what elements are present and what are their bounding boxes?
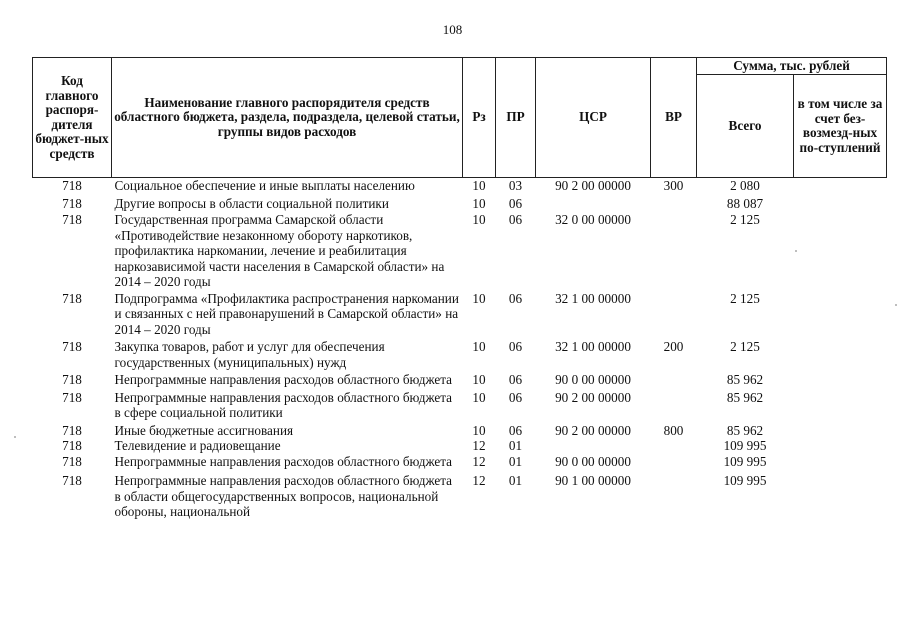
- cell-code: 718: [62, 372, 82, 387]
- budget-table: [32, 57, 887, 520]
- cell-pr: 03: [508, 178, 523, 193]
- cell-name: Подпрограмма «Профилактика распространения наркомании и связанных с ней правонарушений в Самарской области» на 2014 – 2020 годы: [114, 290, 459, 337]
- cell-total: 85 962: [726, 389, 764, 405]
- table-row: [33, 370, 887, 388]
- cell-csr: [536, 194, 651, 212]
- cell-rz: 10: [472, 339, 486, 354]
- cell-code: 718: [62, 212, 82, 227]
- cell-pr: 06: [508, 195, 523, 211]
- cell-name: Непрограммные направления расходов областного бюджета: [114, 453, 453, 469]
- cell-csr: 90 0 00 00000: [555, 453, 631, 469]
- header-total: Всего: [697, 75, 794, 178]
- table-row: [33, 211, 887, 290]
- cell-csr: 90 2 00 00000: [555, 422, 631, 438]
- table-row: [33, 438, 887, 454]
- cell-name: Социальное обеспечение и иные выплаты населению: [114, 178, 415, 193]
- cell-code: 718: [62, 422, 82, 438]
- header-code: Код главного распоря-дителя бюджет-ных средств: [33, 58, 112, 178]
- cell-pr: 06: [508, 389, 523, 405]
- table-row: [33, 178, 887, 194]
- scan-speck: [895, 304, 897, 306]
- table-row: [33, 421, 887, 439]
- cell-vr: [651, 194, 697, 212]
- cell-incl: [794, 454, 887, 470]
- cell-pr: 01: [508, 453, 523, 469]
- cell-vr: 800: [663, 422, 684, 438]
- cell-csr: [536, 438, 651, 454]
- cell-name: Другие вопросы в области социальной политики: [114, 195, 389, 211]
- cell-total: 2 125: [730, 339, 760, 354]
- cell-incl: [794, 388, 887, 421]
- cell-rz: 12: [472, 438, 486, 453]
- cell-incl: [794, 421, 887, 439]
- header-pr: ПР: [496, 58, 536, 178]
- cell-name: Непрограммные направления расходов областного бюджета в области общегосударственных вопросов, национальной обороны, национальной: [114, 473, 453, 519]
- cell-csr: 90 2 00 00000: [555, 178, 631, 193]
- cell-rz: 12: [472, 453, 486, 469]
- cell-vr: [651, 438, 697, 454]
- cell-name: Иные бюджетные ассигнования: [114, 422, 294, 438]
- cell-code: 718: [62, 438, 82, 453]
- cell-csr: 90 0 00 00000: [555, 372, 631, 387]
- cell-csr: 32 1 00 00000: [555, 339, 631, 354]
- cell-vr: [651, 469, 697, 520]
- cell-total: 2 125: [730, 212, 760, 227]
- cell-pr: 06: [508, 290, 523, 306]
- cell-incl: [794, 469, 887, 520]
- cell-incl: [794, 194, 887, 212]
- cell-name: Закупка товаров, работ и услуг для обеспечения государственных (муниципальных) нужд: [114, 339, 385, 370]
- cell-rz: 10: [472, 389, 486, 405]
- cell-total: 85 962: [726, 422, 764, 438]
- cell-rz: 10: [472, 290, 486, 306]
- cell-incl: [794, 337, 887, 370]
- cell-total: 109 995: [723, 453, 767, 469]
- cell-pr: 01: [508, 438, 523, 453]
- cell-incl: [794, 178, 887, 194]
- cell-vr: [651, 388, 697, 421]
- scan-speck: [795, 250, 797, 252]
- cell-pr: 06: [508, 372, 523, 387]
- page-number: 108: [442, 22, 463, 37]
- cell-code: 718: [62, 178, 82, 193]
- scan-speck: [14, 436, 16, 438]
- header-csr: ЦСР: [536, 58, 651, 178]
- cell-pr: 06: [508, 422, 523, 438]
- cell-rz: 10: [472, 422, 486, 438]
- cell-total: 2 080: [730, 178, 760, 193]
- cell-name: Государственная программа Самарской области «Противодействие незаконному обороту наркотиков, профилактика наркомании, лечение и реабилитация наркозависимой части населения в Самарской области» на 2014 – 2020 годы: [114, 212, 445, 289]
- table-body: [33, 178, 887, 520]
- cell-total: 109 995: [723, 473, 767, 488]
- cell-vr: [651, 211, 697, 290]
- header-name: Наименование главного распорядителя средств областного бюджета, раздела, подраздела, целевой статьи, группы видов расходов: [112, 58, 463, 178]
- cell-code: 718: [62, 473, 82, 488]
- header-rz: Рз: [463, 58, 496, 178]
- cell-name: Непрограммные направления расходов областного бюджета в сфере социальной политики: [114, 389, 453, 420]
- cell-rz: 10: [472, 195, 486, 211]
- cell-code: 718: [62, 195, 82, 211]
- cell-incl: [794, 370, 887, 388]
- table-header: [33, 58, 887, 178]
- cell-incl: [794, 211, 887, 290]
- cell-csr: 32 0 00 00000: [555, 212, 631, 227]
- table-row: [33, 194, 887, 212]
- table-row: [33, 454, 887, 470]
- cell-incl: [794, 290, 887, 338]
- cell-csr: 90 1 00 00000: [555, 473, 631, 488]
- table-row: [33, 469, 887, 520]
- header-incl: в том числе за счет без-возмезд-ных по-ступлений: [794, 75, 887, 178]
- cell-pr: 01: [508, 473, 523, 488]
- cell-name: Телевидение и радиовещание: [114, 438, 281, 453]
- cell-csr: 90 2 00 00000: [555, 389, 631, 405]
- cell-vr: [651, 370, 697, 388]
- cell-rz: 12: [472, 473, 486, 488]
- cell-vr: [651, 454, 697, 470]
- cell-csr: 32 1 00 00000: [555, 290, 631, 306]
- cell-code: 718: [62, 290, 82, 306]
- cell-vr: 300: [663, 178, 684, 193]
- cell-rz: 10: [472, 212, 486, 227]
- cell-pr: 06: [508, 212, 523, 227]
- cell-total: 88 087: [726, 195, 764, 211]
- cell-vr: 200: [663, 339, 684, 354]
- cell-incl: [794, 438, 887, 454]
- cell-name: Непрограммные направления расходов областного бюджета: [114, 372, 453, 387]
- table-row: [33, 388, 887, 421]
- table-row: [33, 337, 887, 370]
- cell-code: 718: [62, 389, 82, 405]
- cell-rz: 10: [472, 178, 486, 193]
- table-row: [33, 290, 887, 338]
- header-vr: ВР: [651, 58, 697, 178]
- cell-total: 85 962: [726, 372, 764, 387]
- cell-code: 718: [62, 339, 82, 354]
- cell-code: 718: [62, 453, 82, 469]
- cell-vr: [651, 290, 697, 338]
- header-sum: Сумма, тыс. рублей: [697, 58, 887, 75]
- cell-total: 2 125: [730, 290, 760, 306]
- cell-pr: 06: [508, 339, 523, 354]
- cell-rz: 10: [472, 372, 486, 387]
- cell-total: 109 995: [723, 438, 767, 453]
